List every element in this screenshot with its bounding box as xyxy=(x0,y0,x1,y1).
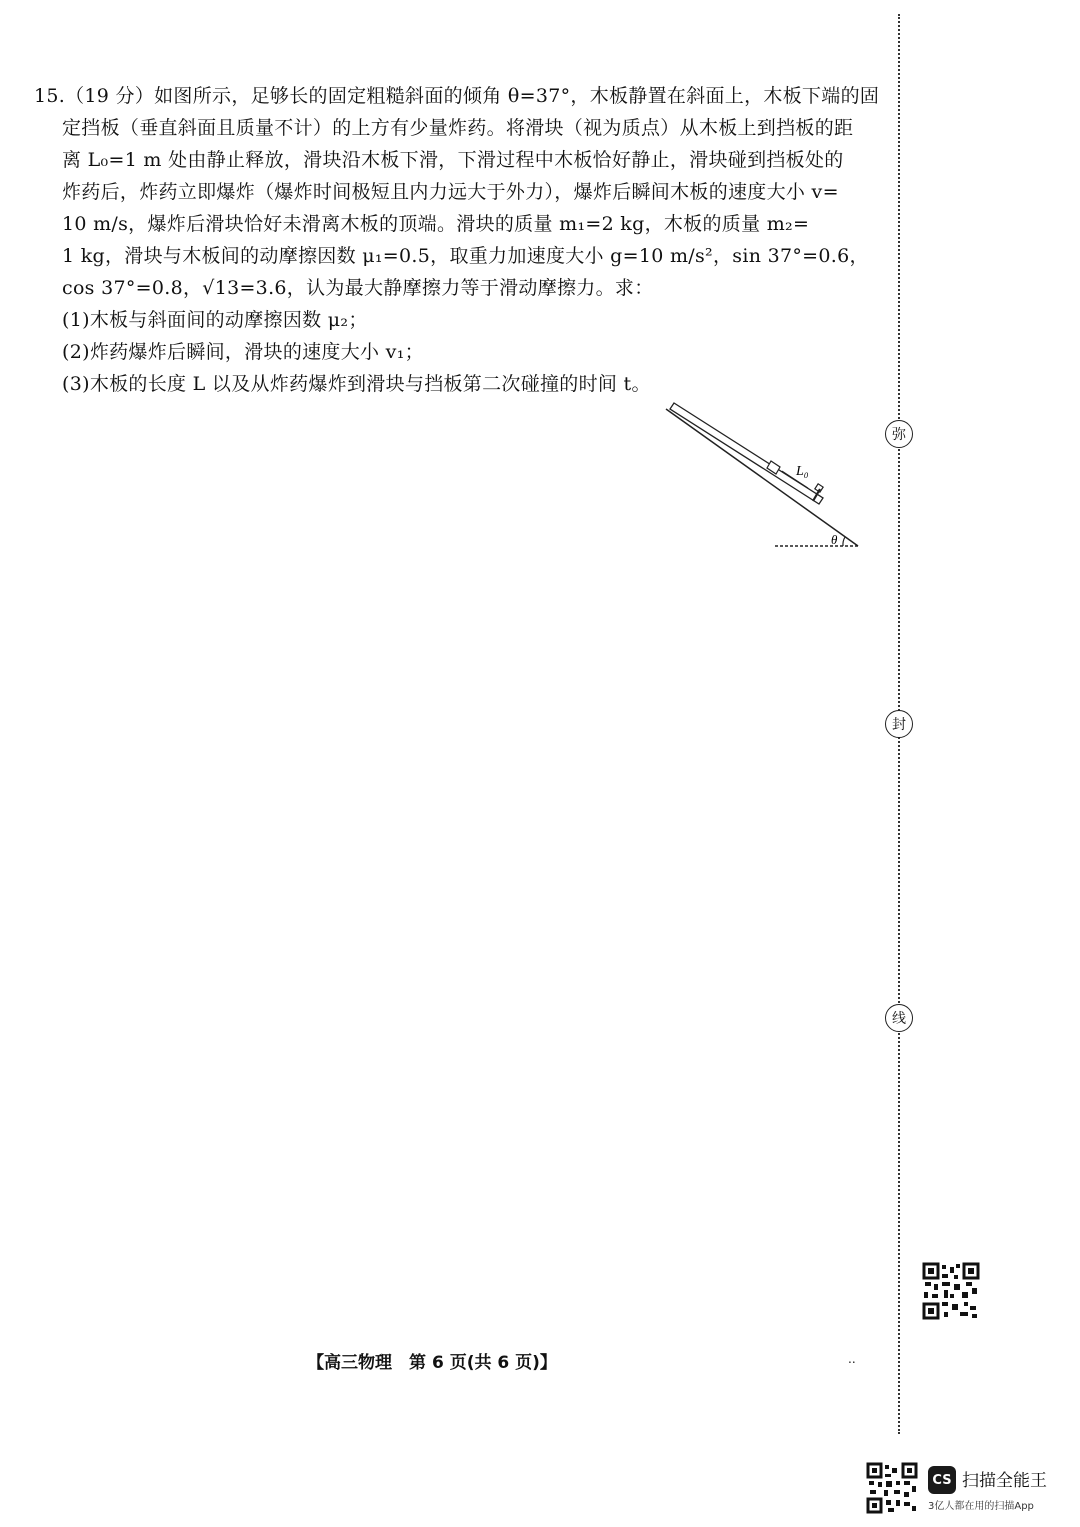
problem-text xyxy=(34,80,880,400)
app-badge-icon: CS xyxy=(928,1466,956,1494)
problem-line-6: 1 kg，滑块与木板间的动摩擦因数 μ₁=0.5，取重力加速度大小 g=10 m/s²，sin 37°=0.6， xyxy=(62,245,869,267)
qr-code-icon xyxy=(922,1262,980,1320)
app-tagline: 3亿人都在用的扫描App xyxy=(928,1501,1034,1512)
seal-mark-feng: 封 xyxy=(885,710,913,738)
problem-line-2: 定挡板（垂直斜面且质量不计）的上方有少量炸药。将滑块（视为质点）从木板上到挡板的距 xyxy=(62,117,854,139)
problem-line-3: 离 L₀=1 m 处由静止释放，滑块沿木板下滑，下滑过程中木板恰好静止，滑块碰到挡板处的 xyxy=(62,149,844,171)
label-theta: θ xyxy=(831,532,838,547)
page-footer xyxy=(0,1348,1080,1373)
seal-mark-mi: 弥 xyxy=(885,420,913,448)
label-L0: L₀ xyxy=(796,464,809,479)
stopper-cap xyxy=(815,484,823,492)
incline-diagram xyxy=(660,395,870,555)
problem-line-7: cos 37°=0.8，√13=3.6，认为最大静摩擦力等于滑动摩擦力。求： xyxy=(62,277,654,299)
incline-surface xyxy=(666,409,858,546)
question-2: (2)炸药爆炸后瞬间，滑块的速度大小 v₁； xyxy=(62,341,424,363)
angle-arc xyxy=(843,537,845,546)
wooden-board xyxy=(670,403,823,504)
question-1: (1)木板与斜面间的动摩擦因数 μ₂； xyxy=(62,309,368,331)
scanner-qr-icon xyxy=(866,1462,918,1514)
question-3: (3)木板的长度 L 以及从炸药爆炸到滑块与挡板第二次碰撞的时间 t。 xyxy=(62,373,651,395)
problem-line-4: 炸药后，炸药立即爆炸（爆炸时间极短且内力远大于外力），爆炸后瞬间木板的速度大小 v= xyxy=(62,181,839,203)
seal-mark-xian: 线 xyxy=(885,1004,913,1032)
footer-text: 【高三物理 第 6 页(共 6 页)】 xyxy=(307,1353,557,1373)
problem-line-1: 15.（19 分）如图所示，足够长的固定粗糙斜面的倾角 θ=37°，木板静置在斜面上，木板下端的固 xyxy=(34,85,880,107)
app-name: 扫描全能王 xyxy=(962,1471,1047,1491)
footer-dots: .. xyxy=(848,1352,856,1366)
problem-line-5: 10 m/s，爆炸后滑块恰好未滑离木板的顶端。滑块的质量 m₁=2 kg，木板的质量 m₂= xyxy=(62,213,810,235)
